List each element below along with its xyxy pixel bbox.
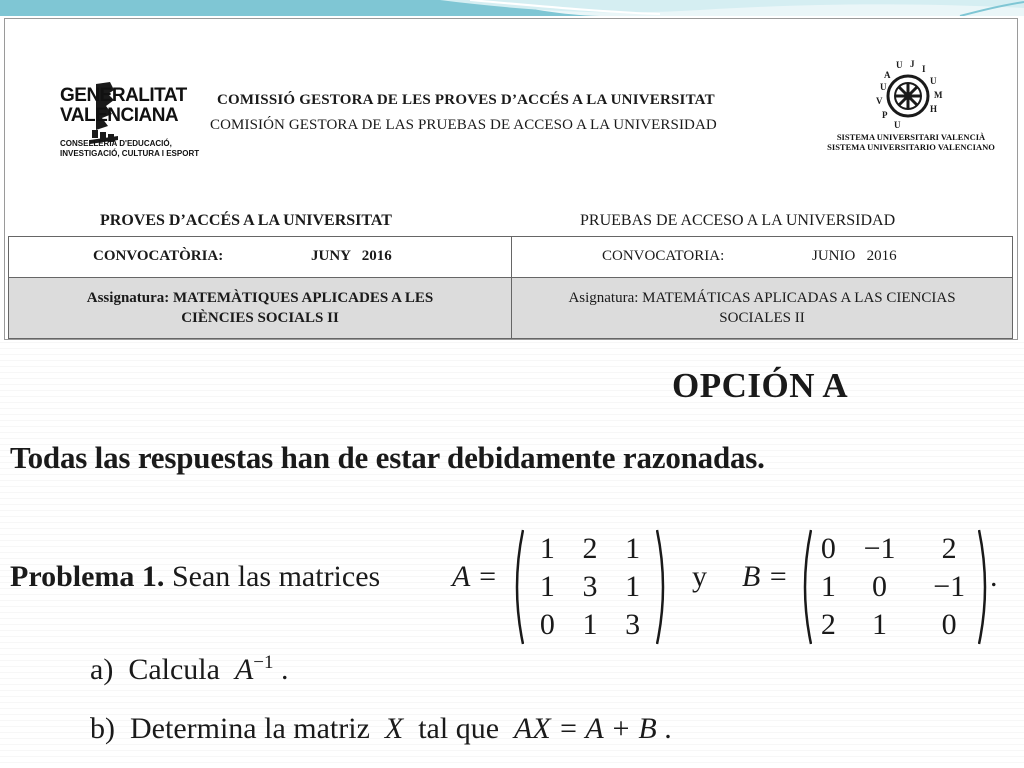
matrix-a-label: A = <box>452 560 498 593</box>
problem-text: Sean las matrices <box>171 560 381 593</box>
svg-text:P: P <box>882 110 888 120</box>
period: . <box>990 560 998 593</box>
subject-es-cell: Asignatura: MATEMÁTICAS APLICADAS A LAS CIENCIAS SOCIALES II <box>512 278 1013 339</box>
top-wave-band <box>0 0 1024 16</box>
svg-text:U: U <box>896 60 903 70</box>
svg-text:U: U <box>930 76 937 86</box>
subject-val-cell: Assignatura: MATEMÀTIQUES APLICADES A LES CIÈNCIES SOCIALS II <box>9 278 512 339</box>
right-paren-icon <box>656 528 670 646</box>
option-heading: OPCIÓN A <box>672 366 849 405</box>
convocatoria-val-cell: CONVOCATÒRIA: JUNY 2016 <box>9 237 512 278</box>
matrix-b-label: B = <box>742 560 789 593</box>
instruction-text: Todas las respuestas han de estar debidamente razonadas. <box>10 440 765 475</box>
svg-text:A: A <box>884 70 891 80</box>
svg-text:I: I <box>922 64 926 74</box>
problem-1-statement <box>10 560 380 594</box>
matrix-a: 1 2 1 1 3 1 0 1 3 <box>510 528 670 646</box>
svg-text:U: U <box>894 120 901 130</box>
exam-type-es: PRUEBAS DE ACCESO A LA UNIVERSIDAD <box>580 212 896 229</box>
svg-text:H: H <box>930 104 938 114</box>
commission-titles <box>210 92 780 134</box>
left-paren-icon <box>798 528 812 646</box>
commission-title-es: COMISIÓN GESTORA DE LAS PRUEBAS DE ACCESO A LA UNIVERSIDAD <box>210 117 717 133</box>
exam-info-table <box>8 236 1013 339</box>
university-system-name: SISTEMA UNIVERSITARI VALENCIÀ SISTEMA UNIVERSITARIO VALENCIANO <box>827 132 995 152</box>
exam-type-heading <box>8 212 1010 232</box>
university-system-seal-icon <box>870 58 946 130</box>
svg-text:M: M <box>934 90 943 100</box>
svg-text:J: J <box>910 59 915 69</box>
part-b: b) Determina la matriz X tal que AX = A + B . <box>90 712 672 745</box>
convocatoria-es-cell: CONVOCATORIA: JUNIO 2016 <box>512 237 1013 278</box>
conjunction: y <box>692 560 707 593</box>
commission-title-val: COMISSIÓ GESTORA DE LES PROVES D’ACCÉS A LA UNIVERSITAT <box>217 92 715 108</box>
matrix-b: 0 −1 2 1 0 −1 2 1 0 <box>798 528 994 646</box>
left-paren-icon <box>510 528 524 646</box>
problem-label: Problema 1. <box>10 560 165 593</box>
svg-text:V: V <box>876 96 883 106</box>
conselleria-name: CONSELLERIA D'EDUCACIÓ, INVESTIGACIÓ, CULTURA I ESPORT <box>60 139 200 158</box>
exam-type-val: PROVES D’ACCÉS A LA UNIVERSITAT <box>100 212 392 229</box>
part-a: a) Calcula $A^{-1}$ . <box>90 652 289 686</box>
generalitat-wordmark: GENERALITAT VALENCIANA <box>60 85 187 126</box>
svg-text:U: U <box>880 82 887 92</box>
